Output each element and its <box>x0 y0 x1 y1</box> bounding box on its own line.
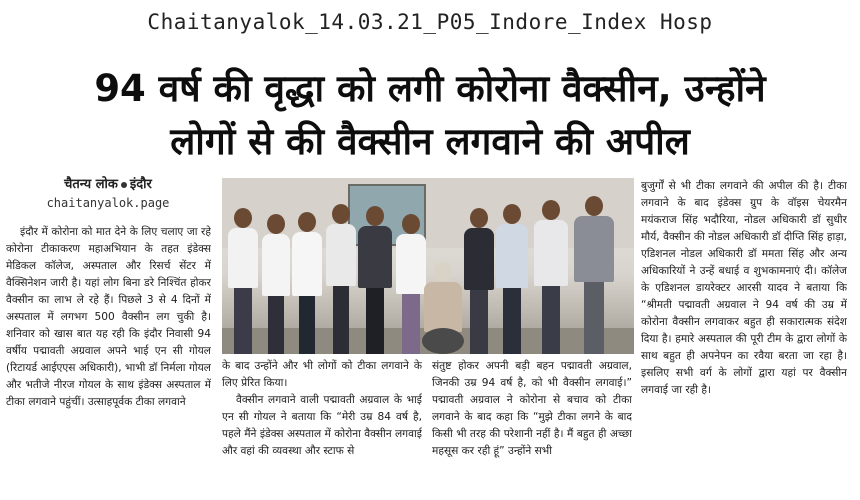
person-figure <box>290 212 324 354</box>
person-figure <box>532 200 570 354</box>
person-figure <box>462 208 496 354</box>
bullet-icon <box>121 182 127 188</box>
paragraph: संतुष्ट होकर अपनी बड़ी बहन पद्मावती अग्रवाल, जिनकी उम्र 94 वर्ष है, को भी वैक्सीन लगवाई।” पद्मावती अग्रवाल ने कोरोना से बचाव को टीका लगवाने के बाद कहा कि “मुझे टीका लगने के बाद किसी भी तरह की परेशानी नहीं है। मैं बहुत ही अच्छा महसूस कर रही हूं” उन्होंने सभी <box>432 360 632 457</box>
person-figure <box>226 208 260 354</box>
person-figure <box>572 196 616 354</box>
paragraph: बुजुर्गों से भी टीका लगवाने की अपील की है। टीका लगवाने के बाद इंडेक्स ग्रुप के वॉइस चेयरमैन मयंकराज सिंह भदौरिया, नोडल अधिकारी डॉ सुधीर मौर्य, वैक्सीन की नोडल अधिकारी डॉ दीप्ति सिंह हाड़ा, एडिशनल नोडल अधिकारी डॉ ममता सिंह और अन्य अधिकारियों ने उन्हें बधाई व शुभकामनाएं दी। कॉलेज के एडिशनल डायरेक्टर आरसी यादव ने बताया कि “श्रीमती पद्मावती अग्रवाल ने 94 वर्ष की उम्र में कोरोना वैक्सीन लगवाकर बहुत ही सकारात्मक संदेश दिया है। हमारे अस्पताल की पूरी टीम के द्वारा लोगों के साथ बहुत ही अपनेपन का रवैया बरता जा रहा है। इसलिए सभी वर्ग के लोगों द्वारा यहां पर वैक्सीन लगवाई जा रही है। <box>641 180 847 396</box>
masthead-site: chaitanyalok.page <box>46 196 170 210</box>
person-figure <box>356 206 394 354</box>
paragraph: इंदौर में कोरोना को मात देने के लिए चलाए जा रहे कोरोना टीकाकरण महाअभियान के तहत इंडेक्स मेडिकल कॉलेज, अस्पताल और रिसर्च सेंटर में वैक्सिनेशन जारी है। यहां लोग बिना डरे निश्चिंत होकर वैक्सीन का लाभ ले रहे हैं। पिछले 3 से 4 दिनों में अस्पताल में लगभग 500 वैक्सीन लग चुकी है। शनिवार को खास बात यह रही कि इंदौर निवासी 94 वर्षीय पद्मावती अग्रवाल अपने भाई एन सी गोयल (रिटायर्ड आईएएस अधिकारी), भाभी डॉ निर्मला गोयल और भतीजे नीरज गोयल के साथ इंडेक्स अस्पताल में टीका लगवाने पहुंचीं। उत्साहपूर्वक टीका लगवाने <box>6 226 211 408</box>
brand-name: चैतन्य लोक <box>64 177 118 192</box>
masthead-brand <box>0 176 216 194</box>
headline-line-1: 94 वर्ष की वृद्धा को लगी कोरोना वैक्सीन, उन्होंने <box>94 67 766 110</box>
article-column-4 <box>641 178 847 500</box>
headline-line-2: लोगों से की वैक्सीन लगवाने की अपील <box>170 120 690 163</box>
paragraph: के बाद उन्होंने और भी लोगों को टीका लगवाने के लिए प्रेरित किया। <box>222 360 422 389</box>
person-figure <box>494 204 530 354</box>
article-column-1 <box>6 224 211 500</box>
person-figure <box>260 214 292 354</box>
headline <box>10 62 850 168</box>
article-column-2 <box>222 358 422 500</box>
paragraph: वैक्सीन लगवाने वाली पद्मावती अग्रवाल के भाई एन सी गोयल ने बताया कि “मेरी उम्र 84 वर्ष है, पहले मैंने इंडेक्स अस्पताल में कोरोना वैक्सीन लगवाई और वहां की व्यवस्था और स्टाफ से <box>222 394 422 457</box>
elderly-woman-in-wheelchair <box>422 262 464 354</box>
masthead <box>0 176 216 216</box>
brand-city: इंदौर <box>129 177 152 192</box>
person-figure <box>324 204 358 354</box>
clipping-caption: Chaitanyalok_14.03.21_P05_Indore_Index Hosp <box>147 10 713 34</box>
news-photo <box>222 178 634 354</box>
article-column-3 <box>432 358 632 500</box>
